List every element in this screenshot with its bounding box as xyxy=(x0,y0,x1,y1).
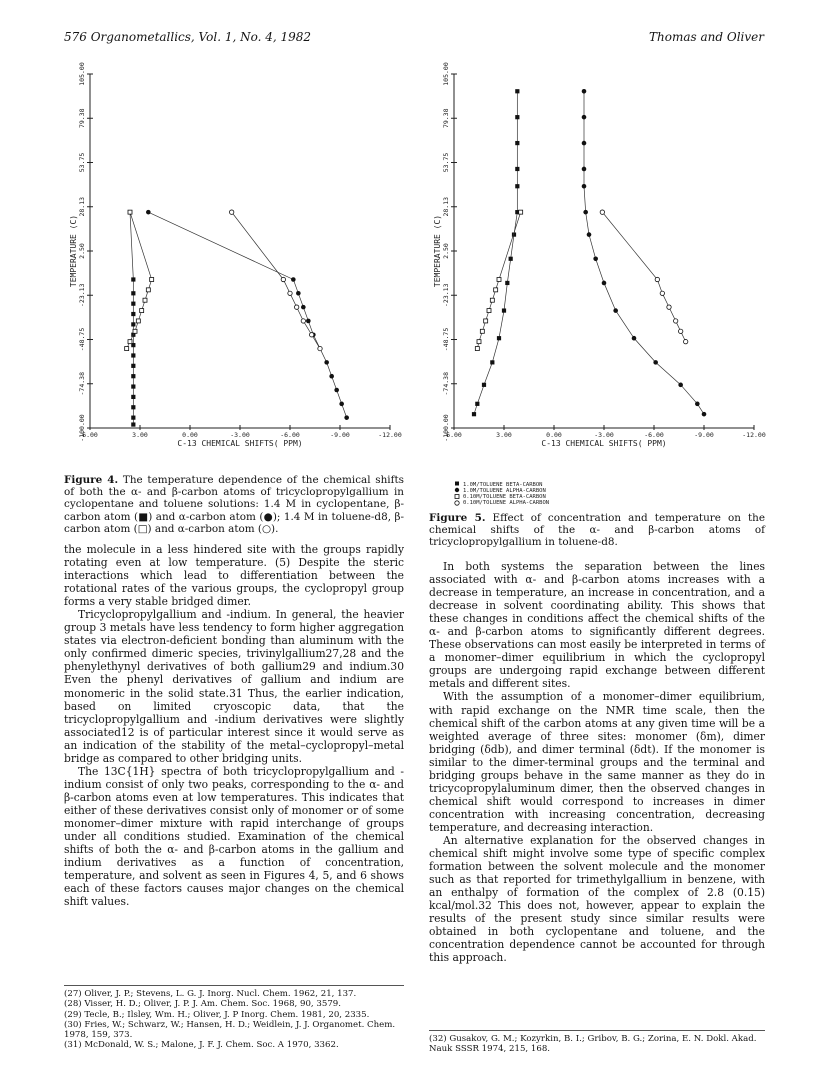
data-point-filled-square xyxy=(472,412,476,416)
data-point-filled-circle xyxy=(695,402,700,407)
data-point-filled-circle xyxy=(593,256,598,261)
data-point-filled-square xyxy=(131,422,135,426)
data-point-filled-circle xyxy=(301,305,306,310)
x-tick-label: -3.00 xyxy=(230,431,250,439)
data-point-filled-square xyxy=(131,291,135,295)
data-point-open-circle xyxy=(600,210,604,214)
right-paragraph-3: An alternative explanation for the observed changes in chemical shift might involve some type of specific complex formation between the solvent molecule and the monomer such as that reported for trimethylgallium in benzene, with an enthalpy of formation of the complex of 2.8 (0.15) kcal/mol.32 This does not, however, appear to explain the results of the present study since similar results were obtained in both cyclopentane and toluene, and the concentration dependence cannot be accounted for through this approach. xyxy=(429,833,765,965)
y-tick-label: -74.38 xyxy=(78,372,86,396)
left-paragraph-2: Tricyclopropylgallium and -indium. In general, the heavier group 3 metals have less tendency to form higher aggregation states via electron-deficient bonding than aluminum with the only confirmed dimeric species, trivinylgallium27,28 and the phenylethynyl derivatives of both gallium29 and indium.30 Even the phenyl derivatives of gallium and indium are monomeric in the solid state.31 Thus, the earlier indication, based on limited cryoscopic data, that the tricyclopropylgallium and -indium derivatives were slightly associated12 is of particular interest since it would serve as an indication of the stability of the metal–cyclopropyl–metal bridge as compared to other bridging units. xyxy=(64,608,404,765)
reference-30: (30) Fries, W.; Schwarz, W.; Hansen, H. D.; Weidlein, J. J. Organomet. Chem. 1978, 159, 373. xyxy=(64,1019,396,1041)
data-point-filled-circle xyxy=(324,360,329,365)
reference-31: (31) McDonald, W. S.; Malone, J. F. J. Chem. Soc. A 1970, 3362. xyxy=(64,1040,339,1051)
left-references xyxy=(64,985,404,1051)
data-point-open-square xyxy=(490,298,494,302)
figure-5-legend xyxy=(452,480,582,508)
series-line-4 xyxy=(602,212,685,342)
data-point-filled-circle xyxy=(582,115,587,120)
reference-27: (27) Oliver, J. P.; Stevens, L. G. J. Inorg. Nucl. Chem. 1962, 21, 137. xyxy=(64,989,357,999)
data-point-open-square xyxy=(519,210,523,214)
data-point-filled-square xyxy=(131,277,135,281)
right-references xyxy=(429,1030,765,1055)
data-point-open-circle xyxy=(318,346,322,350)
data-point-open-square xyxy=(475,347,479,351)
data-point-open-circle xyxy=(301,319,305,323)
data-point-filled-square xyxy=(515,184,519,188)
data-point-filled-circle xyxy=(334,388,339,393)
data-point-filled-square xyxy=(131,364,135,368)
reference-29: (29) Tecle, B.; Ilsley, Wm. H.; Oliver, J. P Inorg. Chem. 1981, 20, 2335. xyxy=(64,1009,370,1020)
figure-4-plot xyxy=(69,58,402,468)
data-point-open-square xyxy=(140,309,144,313)
data-point-filled-circle xyxy=(306,319,311,324)
data-point-filled-circle xyxy=(583,210,588,215)
y-tick-label: 105.00 xyxy=(78,62,86,86)
data-point-filled-circle xyxy=(582,167,587,172)
data-point-filled-square xyxy=(515,141,519,145)
y-tick-label: 53.75 xyxy=(442,152,450,173)
legend-marker-open-circle xyxy=(455,501,459,505)
y-tick-label: -100.00 xyxy=(442,414,450,442)
figure-5-caption xyxy=(429,512,765,549)
data-point-filled-square xyxy=(515,115,519,119)
figure-5-caption-text: Effect of concentration and temperature on the chemical shifts of the α- and β-carbon atoms of tricyclopropylgallium in toluene-d8. xyxy=(429,512,765,549)
series-line-2 xyxy=(148,212,346,417)
y-tick-label: 105.00 xyxy=(442,62,450,86)
data-point-filled-square xyxy=(515,89,519,93)
data-point-open-circle xyxy=(229,210,233,214)
reference-28: (28) Visser, H. D.; Oliver, J. P. J. Am. Chem. Soc. 1968, 90, 3579. xyxy=(64,999,342,1010)
x-tick-label: 0.00 xyxy=(546,431,562,439)
figure-4-caption-text: The temperature dependence of the chemical shifts of both the α- and β-carbon atoms of tricyclopropylgallium in cyclopentane and toluene solutions: 1.4 M in cyclopentane, β-carbon atom (■) and α-carbon atom (●); 1.4 M in toluene-d8, β-carbon atom (□) and α-carbon atom (○). xyxy=(64,474,404,535)
legend-label-4: 0.10M/TOLUENE ALPHA-CARBON xyxy=(463,500,550,506)
data-point-filled-square xyxy=(475,402,479,406)
figure-4-caption xyxy=(64,474,404,535)
y-tick-label: -74.38 xyxy=(442,372,450,396)
y-tick-label: -23.13 xyxy=(78,283,86,307)
data-point-open-square xyxy=(497,277,501,281)
data-point-filled-circle xyxy=(291,277,296,282)
data-point-open-circle xyxy=(683,339,687,343)
x-tick-label: -9.00 xyxy=(330,431,350,439)
data-point-filled-square xyxy=(502,308,506,312)
data-point-filled-square xyxy=(515,167,519,171)
data-point-open-circle xyxy=(673,319,677,323)
y-tick-label: 79.38 xyxy=(78,108,86,129)
y-axis-label: TEMPERATURE (C) xyxy=(433,214,442,288)
data-point-filled-square xyxy=(131,395,135,399)
data-point-filled-circle xyxy=(702,412,707,417)
data-point-filled-circle xyxy=(582,89,587,94)
data-point-filled-circle xyxy=(632,336,637,341)
data-point-filled-square xyxy=(131,416,135,420)
legend-marker-open-square xyxy=(455,495,459,499)
data-point-filled-circle xyxy=(339,402,344,407)
x-tick-label: 3.00 xyxy=(496,431,512,439)
data-point-open-circle xyxy=(667,305,671,309)
data-point-open-square xyxy=(477,340,481,344)
data-point-filled-circle xyxy=(582,184,587,189)
data-point-filled-square xyxy=(131,384,135,388)
x-tick-label: 6.00 xyxy=(446,431,462,439)
data-point-open-square xyxy=(125,347,129,351)
series-line-3 xyxy=(127,212,152,348)
reference-32: (32) Gusakov, G. M.; Kozyrkin, B. I.; Gribov, B. G.; Zorina, E. N. Dokl. Akad. Nauk SSSR 1974, 215, 168. xyxy=(429,1034,757,1055)
x-tick-label: 6.00 xyxy=(82,431,98,439)
series-line-2 xyxy=(584,91,704,414)
data-point-open-square xyxy=(143,298,147,302)
data-point-open-square xyxy=(487,309,491,313)
data-point-filled-square xyxy=(497,336,501,340)
data-point-open-square xyxy=(150,277,154,281)
x-tick-label: -12.00 xyxy=(742,431,766,439)
figure-5-caption-label: Figure 5. xyxy=(429,512,486,524)
y-tick-label: 28.13 xyxy=(442,196,450,217)
right-paragraph-1: In both systems the separation between the lines associated with α- and β-carbon atoms increases with a decrease in temperature, an increase in concentration, and a decrease in solvent coordinating ability. This shows that these changes in conditions affect the chemical shifts of the α- and β-carbon atoms to significantly different degrees. These observations can most easily be interpreted in terms of a monomer–dimer equilibrium in which the cyclopropyl groups are undergoing rapid exchange between different metals and different sites. xyxy=(429,560,765,691)
y-tick-label: 79.38 xyxy=(442,108,450,129)
data-point-filled-circle xyxy=(582,141,587,146)
data-point-open-square xyxy=(494,288,498,292)
figure-5-plot xyxy=(433,58,766,468)
data-point-open-square xyxy=(146,288,150,292)
y-tick-label: -48.75 xyxy=(78,327,86,352)
data-point-open-circle xyxy=(309,333,313,337)
y-tick-label: -23.13 xyxy=(442,283,450,307)
data-point-filled-square xyxy=(131,374,135,378)
data-point-open-circle xyxy=(678,329,682,333)
data-point-filled-square xyxy=(505,281,509,285)
data-point-filled-square xyxy=(131,405,135,409)
data-point-filled-square xyxy=(131,312,135,316)
data-point-open-circle xyxy=(288,291,292,295)
legend-entry-4 xyxy=(455,500,549,506)
running-header-left: 576 Organometallics, Vol. 1, No. 4, 1982 xyxy=(64,30,312,44)
x-tick-label: 0.00 xyxy=(182,431,198,439)
legend-label-1: 1.0M/TOLUENE BETA-CARBON xyxy=(463,482,543,488)
figure-4-caption-label: Figure 4. xyxy=(64,474,119,486)
x-tick-label: 3.00 xyxy=(132,431,148,439)
x-tick-label: -12.00 xyxy=(378,431,402,439)
legend-marker-filled-circle xyxy=(455,488,459,492)
y-tick-label: 53.75 xyxy=(78,152,86,173)
y-tick-label: 2.50 xyxy=(442,243,450,259)
data-point-filled-square xyxy=(482,383,486,387)
data-point-open-square xyxy=(128,340,132,344)
data-point-filled-square xyxy=(131,302,135,306)
data-point-open-circle xyxy=(655,277,659,281)
data-point-filled-circle xyxy=(344,415,349,420)
running-header-right: Thomas and Oliver xyxy=(649,30,764,44)
y-tick-label: -48.75 xyxy=(442,327,450,352)
y-tick-label: -100.00 xyxy=(78,414,86,442)
right-column-text xyxy=(429,560,765,964)
data-point-filled-square xyxy=(131,322,135,326)
data-point-open-circle xyxy=(660,291,664,295)
data-point-filled-square xyxy=(509,257,513,261)
data-point-filled-circle xyxy=(587,232,592,237)
left-paragraph-1: the molecule in a less hindered site with the groups rapidly rotating even at low temperature. (5) Despite the steric interactions which lead to differentiation between the rotational rates of the various groups, the cyclopropyl group forms a very stable bridged dimer. xyxy=(64,543,404,609)
x-axis-label: C-13 CHEMICAL SHIFTS( PPM) xyxy=(177,439,303,448)
series-line-4 xyxy=(232,212,320,348)
y-axis-label: TEMPERATURE (C) xyxy=(69,214,78,288)
legend-marker-filled-square xyxy=(455,482,459,486)
data-point-filled-circle xyxy=(329,374,334,379)
right-paragraph-2: With the assumption of a monomer–dimer equilibrium, with rapid exchange on the NMR time scale, then the chemical shift of the carbon atoms at any given time will be a weighted average of three sites: monomer (δm), dimer bridging (δdb), and dimer terminal (δdt). If the monomer is similar to the dimer-terminal groups and the terminal and bridging groups behave in the same manner as they do in tricycopropylaluminum dimer, then the observed changes in chemical shift would correspond to increases in dimer concentration with increasing concentration, decreasing temperature, and decreasing interaction. xyxy=(429,690,765,834)
legend-label-3: 0.10M/TOLUENE BETA-CARBON xyxy=(463,494,546,500)
series-line-1 xyxy=(130,212,133,424)
data-point-filled-circle xyxy=(602,281,607,286)
data-point-filled-circle xyxy=(296,291,301,296)
data-point-filled-square xyxy=(490,360,494,364)
left-column-text xyxy=(64,543,404,908)
x-tick-label: -6.00 xyxy=(644,431,664,439)
data-point-open-circle xyxy=(294,305,298,309)
x-axis-label: C-13 CHEMICAL SHIFTS( PPM) xyxy=(541,439,667,448)
data-point-filled-square xyxy=(131,353,135,357)
data-point-filled-circle xyxy=(653,360,658,365)
data-point-filled-circle xyxy=(678,383,683,388)
data-point-filled-circle xyxy=(146,210,151,215)
data-point-open-square xyxy=(480,329,484,333)
y-tick-label: 28.13 xyxy=(78,196,86,217)
x-tick-label: -9.00 xyxy=(694,431,714,439)
data-point-open-square xyxy=(136,319,140,323)
data-point-open-circle xyxy=(281,277,285,281)
x-tick-label: -3.00 xyxy=(594,431,614,439)
series-line-1 xyxy=(474,91,517,414)
data-point-open-square xyxy=(128,210,132,214)
legend-label-2: 1.0M/TOLUENE ALPHA-CARBON xyxy=(463,488,546,494)
data-point-open-square xyxy=(484,319,488,323)
y-tick-label: 2.50 xyxy=(78,243,86,259)
left-paragraph-3: The 13C{1H} spectra of both tricyclopropylgallium and -indium consist of only two peaks, corresponding to the α- and β-carbon atoms even at low temperatures. This indicates that either of these derivatives consist only of monomer or of some monomer–dimer mixture with rapid interchange of groups under all conditions studied. Examination of the chemical shifts of both the α- and β-carbon atoms in the gallium and indium derivatives as a function of concentration, temperature, and solvent as seen in Figures 4, 5, and 6 shows each of these factors causes major changes on the chemical shift values. xyxy=(64,764,404,909)
x-tick-label: -6.00 xyxy=(280,431,300,439)
data-point-filled-circle xyxy=(613,308,618,313)
data-point-open-square xyxy=(133,329,137,333)
